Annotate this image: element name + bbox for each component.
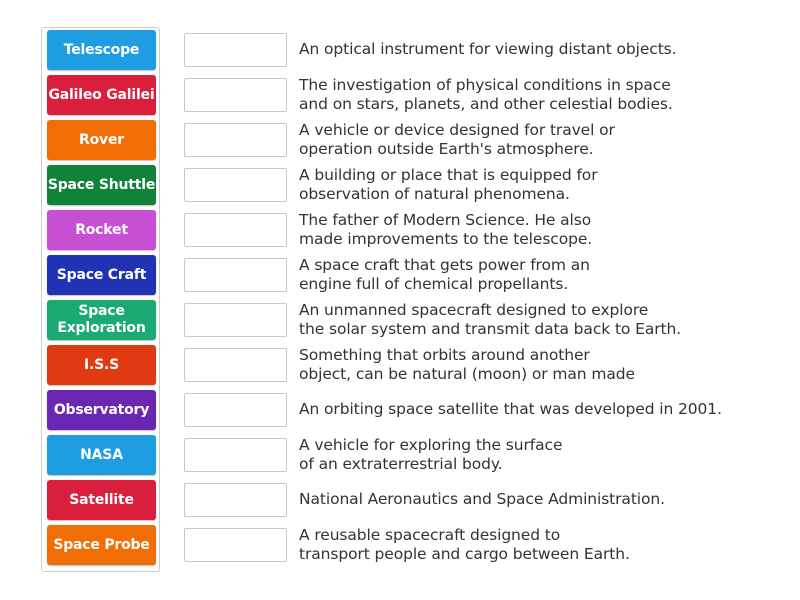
drop-target-box[interactable] [184,78,287,112]
draggable-tile[interactable]: Satellite [47,480,156,520]
draggable-tile[interactable]: Galileo Galilei [47,75,156,115]
definition-text: National Aeronautics and Space Administration. [299,490,665,508]
drop-target-box[interactable] [184,438,287,472]
draggable-tile[interactable]: Observatory [47,390,156,430]
drop-target-box[interactable] [184,123,287,157]
definition-text: The investigation of physical conditions in space and on stars, planets, and other celestial bodies. [299,75,673,113]
definition-text: A building or place that is equipped for observation of natural phenomena. [299,165,598,203]
drop-target-box[interactable] [184,258,287,292]
draggable-tile[interactable]: Rover [47,120,156,160]
draggable-tile[interactable]: Rocket [47,210,156,250]
drop-target-box[interactable] [184,33,287,67]
drop-target-box[interactable] [184,393,287,427]
drop-target-box[interactable] [184,483,287,517]
definition-text: A reusable spacecraft designed to transport people and cargo between Earth. [299,525,630,563]
draggable-tile[interactable]: NASA [47,435,156,475]
definition-text: A space craft that gets power from an engine full of chemical propellants. [299,255,590,293]
definition-text: A vehicle for exploring the surface of an extraterrestrial body. [299,435,563,473]
definition-text: The father of Modern Science. He also made improvements to the telescope. [299,210,593,248]
drop-target-box[interactable] [184,213,287,247]
definition-text: An unmanned spacecraft designed to explore the solar system and transmit data back to Earth. [299,300,682,338]
definition-text: An optical instrument for viewing distant objects. [299,40,677,58]
drop-target-box[interactable] [184,528,287,562]
definition-text: An orbiting space satellite that was developed in 2001. [299,400,722,418]
draggable-tile[interactable]: Space Craft [47,255,156,295]
drop-target-box[interactable] [184,303,287,337]
draggable-tile[interactable]: Space Exploration [47,300,156,340]
draggable-tile[interactable]: I.S.S [47,345,156,385]
draggable-tile[interactable]: Telescope [47,30,156,70]
definition-text: A vehicle or device designed for travel or operation outside Earth's atmosphere. [299,120,615,158]
drop-target-box[interactable] [184,168,287,202]
draggable-tile[interactable]: Space Probe [47,525,156,565]
definition-text: Something that orbits around another object, can be natural (moon) or man made [299,345,635,383]
draggable-tile[interactable]: Space Shuttle [47,165,156,205]
drop-target-box[interactable] [184,348,287,382]
